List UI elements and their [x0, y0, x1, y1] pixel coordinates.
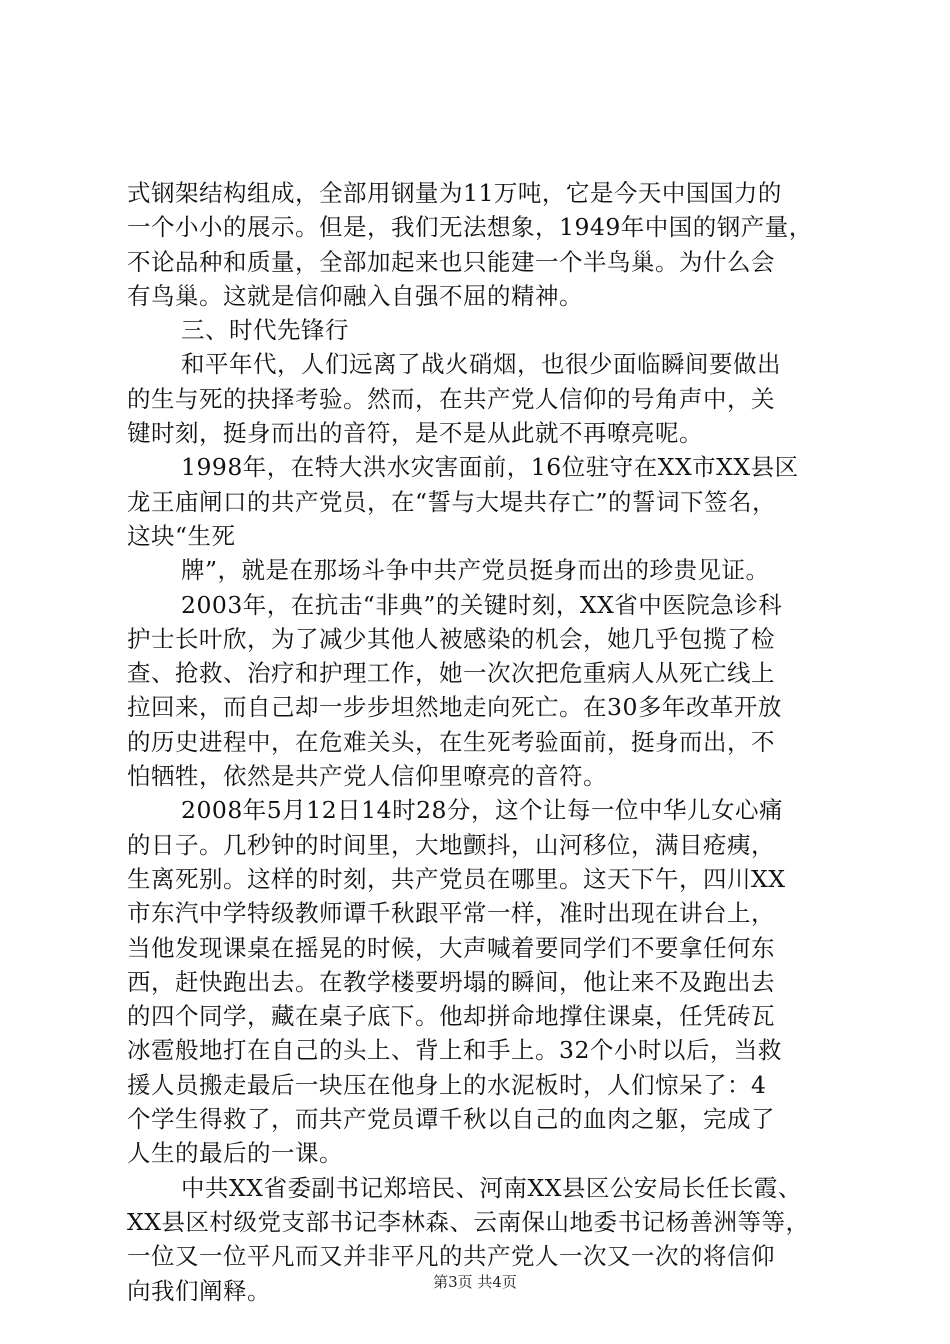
text-line: 牌”，就是在那场斗争中共产党员挺身而出的珍贵见证。: [181, 556, 770, 585]
text-line: 和平年代，人们远离了战火硝烟，也很少面临瞬间要做出: [181, 350, 781, 379]
text-line: 1998年，在特大洪水灾害面前，16位驻守在XX市XX县区: [181, 453, 799, 482]
text-line: 不论品种和质量，全部加起来也只能建一个半鸟巢。为什么会: [127, 247, 775, 276]
text-line: 式钢架结构组成，全部用钢量为11万吨，它是今天中国国力的: [127, 179, 782, 207]
text-line: 的生与死的抉择考验。然而，在共产党人信仰的号角声中，关: [127, 384, 775, 413]
text-line: 怕牺牲，依然是共产党人信仰里嘹亮的音符。: [127, 762, 607, 791]
text-line: 的四个同学，藏在桌子底下。他却拼命地撑住课桌，任凭砖瓦: [127, 1002, 775, 1031]
text-line: 这块“生死: [127, 521, 236, 550]
text-line: 冰雹般地打在自己的头上、背上和手上。32个小时以后，当救: [127, 1036, 782, 1065]
text-line: 龙王庙闸口的共产党员，在“誓与大堤共存亡”的誓词下签名，: [127, 487, 777, 516]
text-line: 的历史进程中，在危难关头，在生死考验面前，挺身而出，不: [127, 727, 775, 756]
text-line: 2008年5月12日14时28分，这个让每一位中华儿女心痛: [181, 796, 783, 825]
text-line: 人生的最后的一课。: [127, 1139, 343, 1168]
text-line: 三、时代先锋行: [181, 316, 349, 345]
text-line: 拉回来，而自己却一步步坦然地走向死亡。在30多年改革开放: [127, 693, 782, 722]
page-footer: 第3页 共4页: [433, 1273, 517, 1291]
document-body: [127, 176, 827, 1308]
text-line: 当他发现课桌在摇晃的时候，大声喊着要同学们不要拿任何东: [127, 933, 775, 962]
text-line: 市东汽中学特级教师谭千秋跟平常一样，准时出现在讲台上，: [127, 899, 775, 928]
text-line: 西，赶快跑出去。在教学楼要坍塌的瞬间，他让来不及跑出去: [127, 967, 775, 996]
text-line: 中共XX省委副书记郑培民、河南XX县区公安局长任长霞、: [181, 1173, 802, 1202]
text-line: 向我们阐释。: [127, 1276, 271, 1305]
text-line: 有鸟巢。这就是信仰融入自强不屈的精神。: [127, 281, 583, 310]
text-line: 键时刻，挺身而出的音符，是不是从此就不再嘹亮呢。: [127, 419, 703, 448]
text-line: 个学生得救了，而共产党员谭千秋以自己的血肉之躯，完成了: [127, 1105, 775, 1134]
text-line: 一个小小的展示。但是，我们无法想象，1949年中国的钢产量，: [127, 213, 813, 242]
text-line: XX县区村级党支部书记李林森、云南保山地委书记杨善洲等等，: [127, 1207, 810, 1236]
text-line: 的日子。几秒钟的时间里，大地颤抖，山河移位，满目疮痍，: [127, 830, 775, 859]
text-line: 生离死别。这样的时刻，共产党员在哪里。这天下午，四川XX: [127, 864, 786, 893]
text-line: 护士长叶欣，为了减少其他人被感染的机会，她几乎包揽了检: [127, 624, 775, 653]
text-line: 查、抢救、治疗和护理工作，她一次次把危重病人从死亡线上: [127, 659, 775, 688]
text-line: 2003年，在抗击“非典”的关键时刻，XX省中医院急诊科: [181, 590, 783, 619]
text-line: 援人员搬走最后一块压在他身上的水泥板时，人们惊呆了：4: [127, 1070, 767, 1099]
text-line: 一位又一位平凡而又并非平凡的共产党人一次又一次的将信仰: [127, 1242, 775, 1271]
